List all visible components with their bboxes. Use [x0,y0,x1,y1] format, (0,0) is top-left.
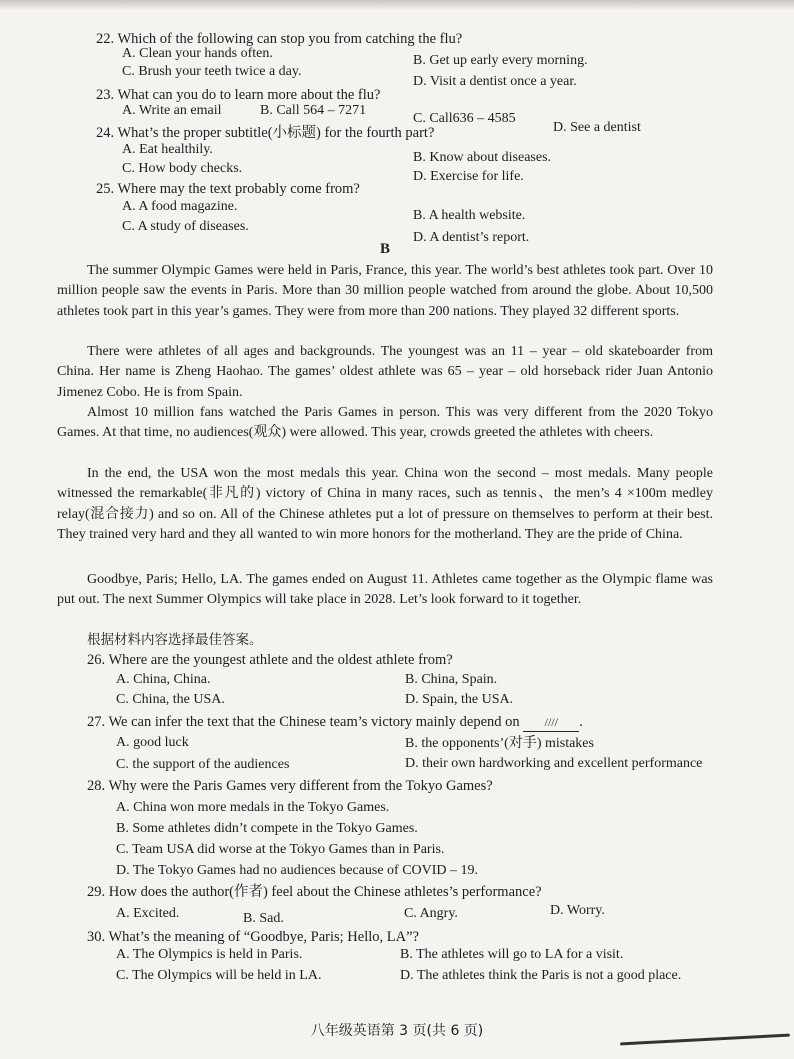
option-27b: B. the opponents’(对手) mistakes [405,736,594,751]
option-30d: D. The athletes think the Paris is not a good place. [400,968,682,983]
question-number: 26. [87,652,106,668]
option-24d: D. Exercise for life. [413,169,524,184]
option-26d: D. Spain, the USA. [405,692,514,707]
option-28a: A. China won more medals in the Tokyo Games. [116,800,390,815]
passage-paragraph-1 [57,261,713,322]
question-number: 27. [87,714,106,730]
question-number: 29. [87,884,106,900]
option-29d: D. Worry. [550,903,605,918]
option-27c: C. the support of the audiences [116,757,290,772]
option-22b: B. Get up early every morning. [413,53,588,68]
question-stem: What’s the proper subtitle(小标题) for the fourth part? [117,125,435,141]
passage-paragraph-2 [57,342,713,403]
option-22c: C. Brush your teeth twice a day. [122,64,302,79]
option-23d: D. See a dentist [553,120,641,135]
option-25b: B. A health website. [413,208,526,223]
section-heading: B [380,241,391,257]
question-number: 30. [87,929,106,945]
question-number: 28. [87,778,106,794]
question-25 [96,180,360,198]
question-number: 23. [96,87,115,103]
scan-edge [0,0,794,10]
option-28b: B. Some athletes didn’t compete in the Tokyo Games. [116,821,418,836]
page-footer: 八年级英语第 3 页(共 6 页) [310,1023,484,1039]
question-stem: Where may the text probably come from? [117,181,360,197]
question-stem: We can infer the text that the Chinese team’s victory mainly depend on [108,714,520,730]
option-24b: B. Know about diseases. [413,150,552,165]
question-28 [87,777,493,795]
answer-blank: //// [523,713,579,732]
passage-paragraph-4 [57,464,713,545]
option-26b: B. China, Spain. [405,672,498,687]
question-stem: What’s the meaning of “Goodbye, Paris; Hello, LA”? [108,929,419,945]
question-number: 25. [96,181,115,197]
option-29c: C. Angry. [404,906,458,921]
question-27: 27. We can infer the text that the Chinese team’s victory mainly depend on //// . [87,714,583,730]
option-25c: C. A study of diseases. [122,219,249,234]
option-24a: A. Eat healthily. [122,142,213,157]
option-29a: A. Excited. [116,906,180,921]
option-28c: C. Team USA did worse at the Tokyo Games than in Paris. [116,842,445,857]
paragraph-text: There were athletes of all ages and backgrounds. The youngest was an 11 – year – old skateboarder from China. Her name is Zheng Haohao. The games’ oldest athlete was 65 – year – old horseback rider Juan Antonio Jimenez Cobo. He is from Spain. [57,344,713,400]
question-stem: What can you do to learn more about the flu? [117,87,381,103]
option-25a: A. A food magazine. [122,199,238,214]
paragraph-text: Goodbye, Paris; Hello, LA. The games ended on August 11. Athletes came together as the Olympic flame was put out. The next Summer Olympics will take place in 2028. Let’s look forward to it together. [57,572,713,608]
option-22a: A. Clean your hands often. [122,46,273,61]
option-29b: B. Sad. [243,911,284,926]
question-stem: Where are the youngest athlete and the oldest athlete from? [108,652,453,668]
option-26c: C. China, the USA. [116,692,225,707]
option-23c: C. Call636 – 4585 [413,111,516,126]
question-stem: Why were the Paris Games very different from the Tokyo Games? [108,778,493,794]
question-number: 24. [96,125,115,141]
paragraph-text: In the end, the USA won the most medals this year. China won the second – most medals. Many people witnessed the remarkable(非凡的) victory of China in many races, such as tennis、the men’s 4 ×100m medley relay(混合接力) and so on. All of the Chinese athletes put a lot of pressure on themselves to perform at their best. They trained very hard and they all wanted to win more honors for the motherland. They are the pride of China. [57,466,713,542]
option-22d: D. Visit a dentist once a year. [413,74,577,89]
question-stem: How does the author(作者) feel about the Chinese athletes’s performance? [108,884,542,900]
instruction: 根据材料内容选择最佳答案。 [87,632,263,648]
option-28d: D. The Tokyo Games had no audiences because of COVID – 19. [116,863,479,878]
question-24 [96,124,434,142]
question-26 [87,651,453,669]
question-30 [87,928,419,946]
option-27a: A. good luck [116,735,189,750]
option-30a: A. The Olympics is held in Paris. [116,947,303,962]
option-25d: D. A dentist’s report. [413,230,530,245]
paragraph-text: Almost 10 million fans watched the Paris Games in person. This was very different from the 2020 Tokyo Games. At that time, no audiences(观众) were allowed. This year, crowds greeted the athletes with cheers. [57,405,713,441]
paragraph-text: The summer Olympic Games were held in Paris, France, this year. The world’s best athletes took part. Over 10 million people saw the events in Paris. More than 30 million people watched from around the globe. About 10,500 athletes took part in this year’s games. They were from more than 200 nations. They played 32 different sports. [57,263,713,319]
question-stem: Which of the following can stop you from catching the flu? [117,31,463,47]
question-29 [87,883,542,901]
option-23a: A. Write an email [122,103,222,118]
option-24c: C. How body checks. [122,161,243,176]
question-number: 22. [96,31,115,47]
option-23b: B. Call 564 – 7271 [260,103,367,118]
option-26a: A. China, China. [116,672,211,687]
passage-paragraph-3 [57,403,713,444]
option-27d: D. their own hardworking and excellent performance [405,756,703,771]
passage-paragraph-5 [57,570,713,611]
option-30b: B. The athletes will go to LA for a visit. [400,947,624,962]
option-30c: C. The Olympics will be held in LA. [116,968,322,983]
